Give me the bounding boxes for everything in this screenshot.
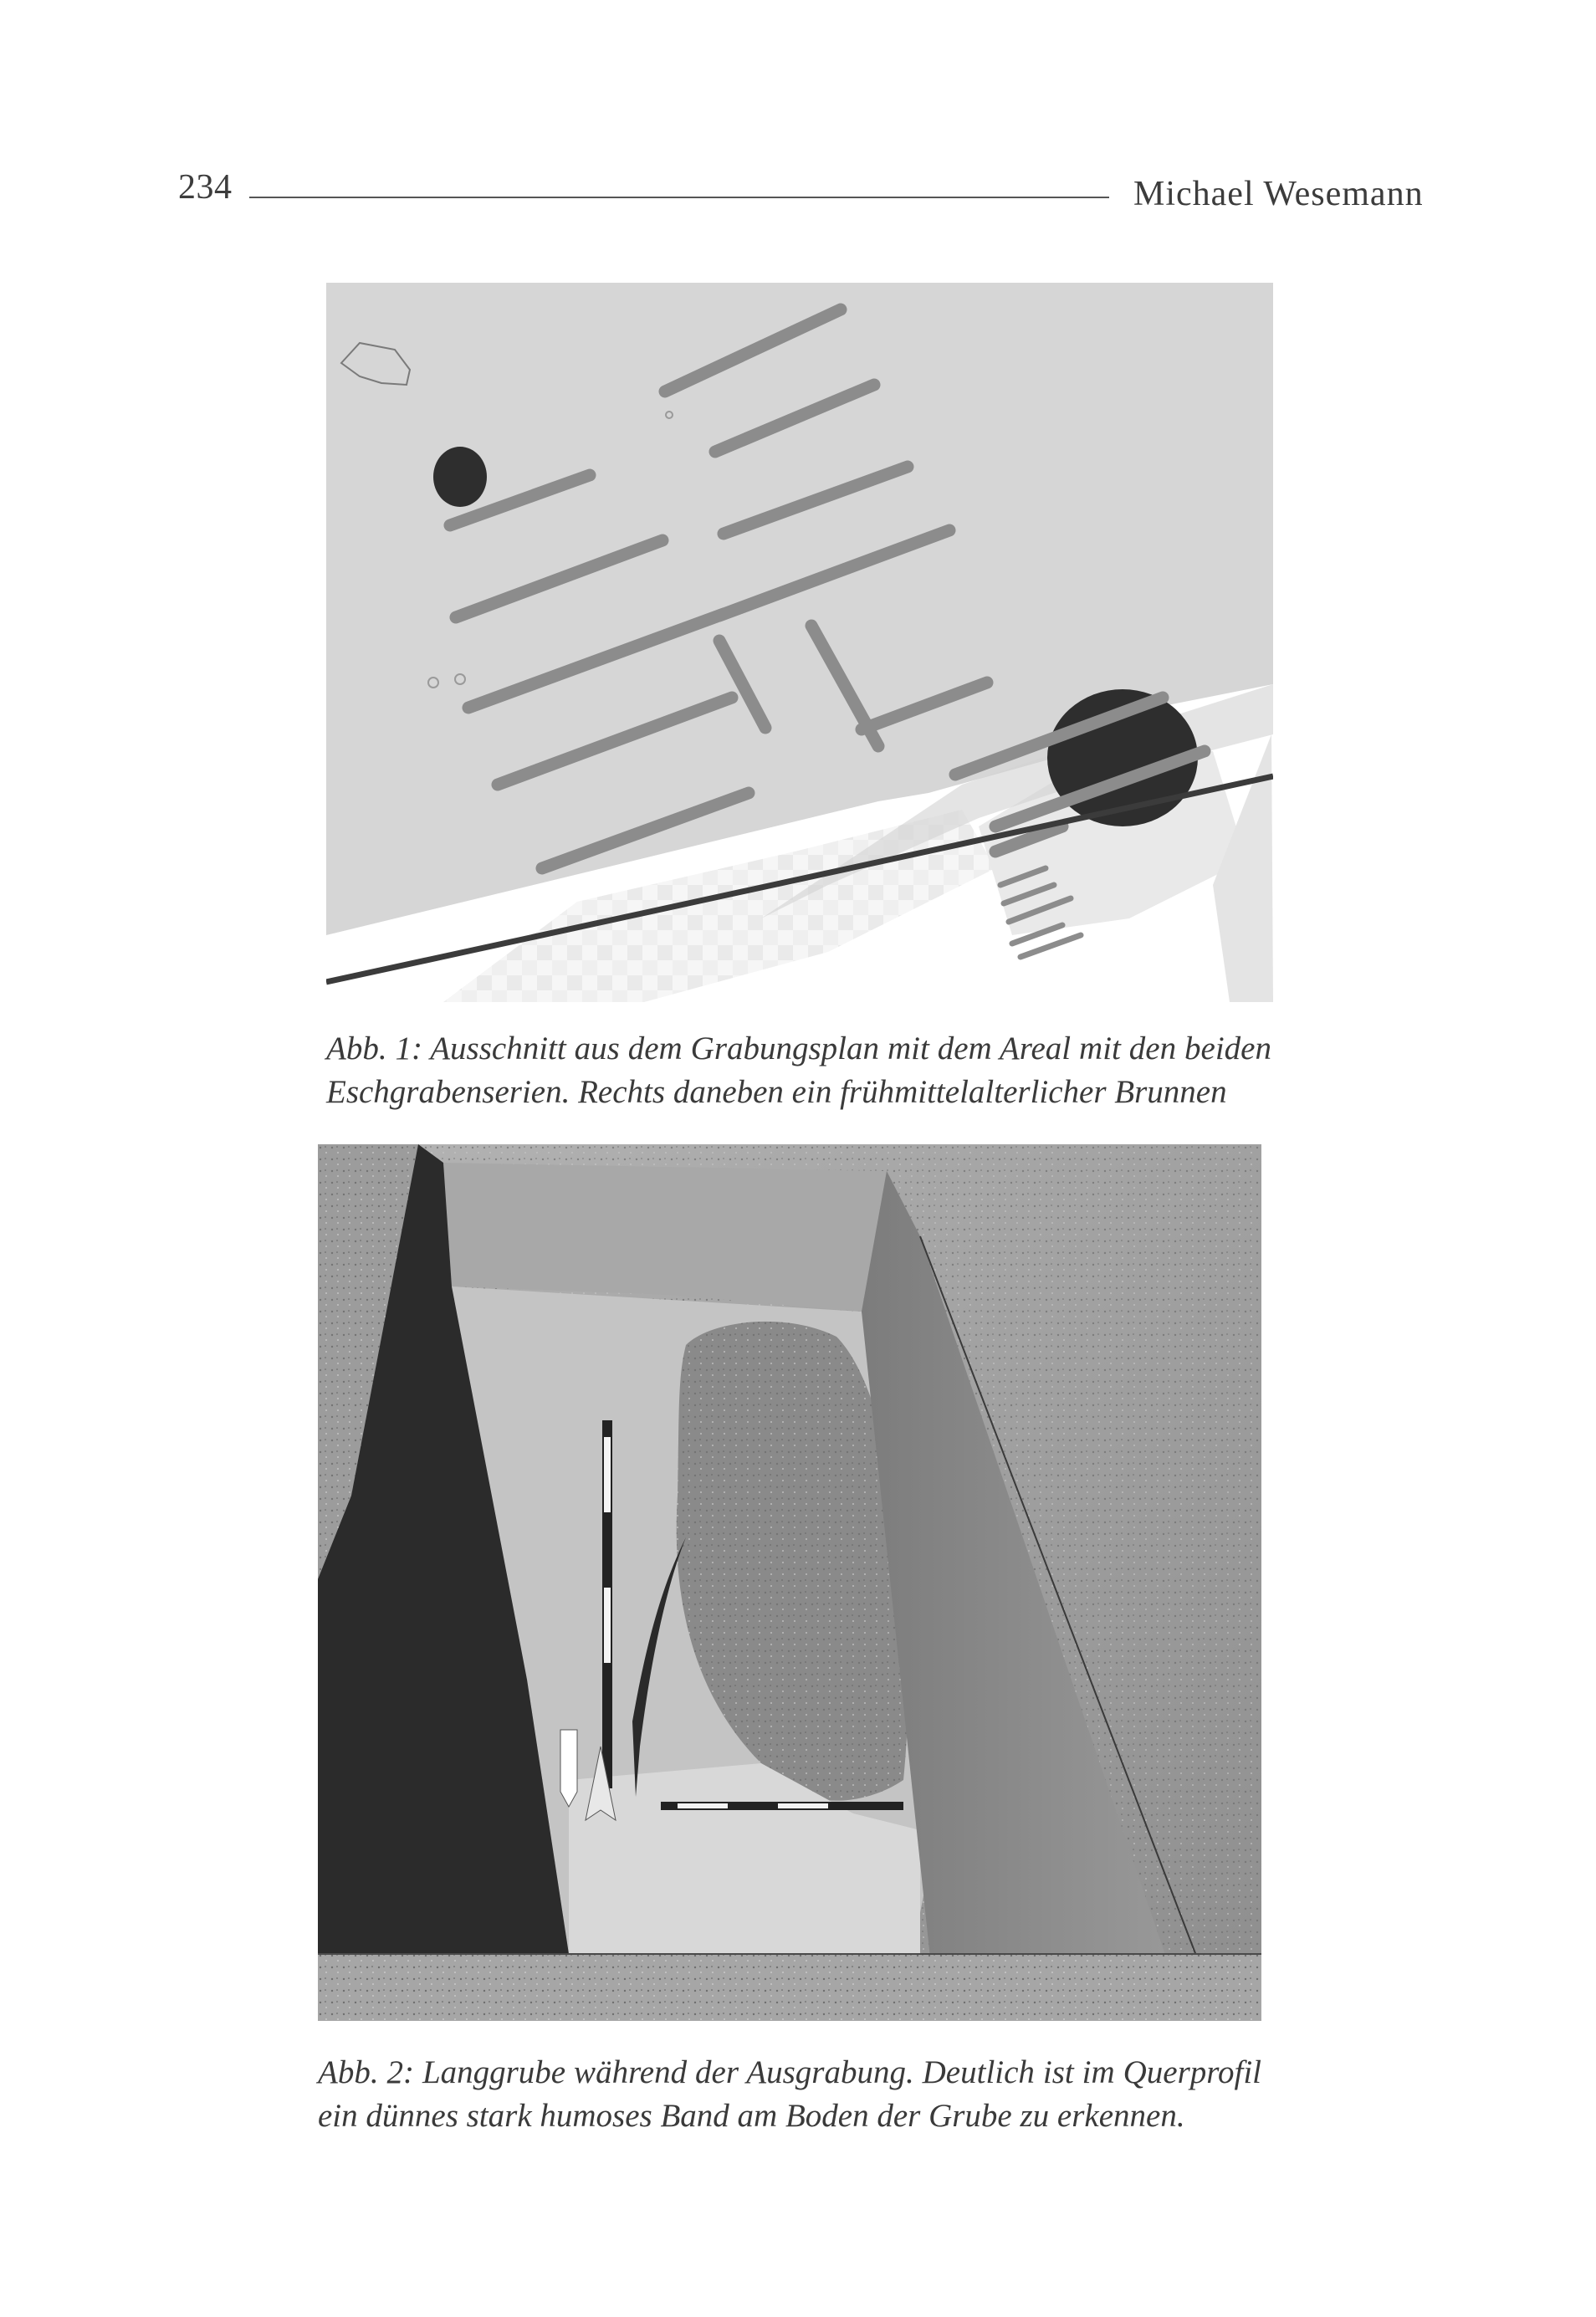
excavation-photo-image <box>318 1144 1261 2021</box>
figure-2-caption <box>318 2051 1261 2138</box>
caption-line: ein dünnes stark humoses Band am Boden der Grube zu erkennen. <box>318 2098 1185 2134</box>
running-head <box>0 0 1596 251</box>
caption-line: Abb. 1: Ausschnitt aus dem Grabungsplan mit dem Areal mit den beiden <box>326 1031 1271 1066</box>
running-head-author: Michael Wesemann <box>1133 175 1424 213</box>
excavation-plan-image <box>326 283 1273 1002</box>
figure-1-caption <box>326 1027 1271 1114</box>
caption-line: Abb. 2: Langgrube während der Ausgrabung. Deutlich ist im Querprofil <box>318 2054 1261 2090</box>
figure-1-excavation-plan <box>326 283 1273 1002</box>
caption-line: Eschgrabenserien. Rechts daneben ein frühmittelalterlicher Brunnen <box>326 1074 1227 1110</box>
page-number: 234 <box>178 168 233 207</box>
scale-bar-vertical <box>602 1420 612 1788</box>
figure-2-excavation-photo <box>318 1144 1261 2021</box>
header-rule <box>249 197 1109 198</box>
scale-bar-horizontal <box>661 1802 903 1810</box>
